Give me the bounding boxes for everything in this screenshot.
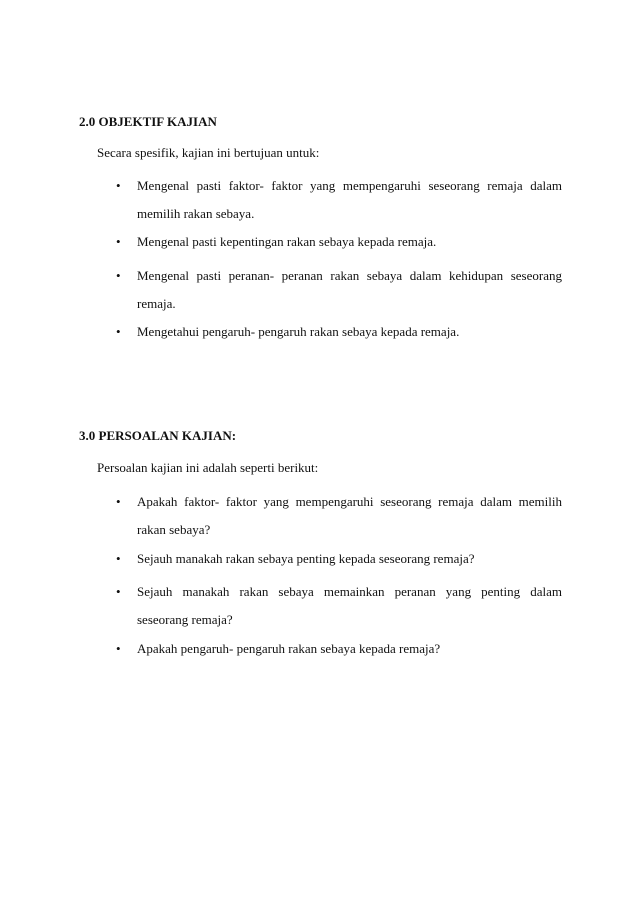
question-item-line: Sejauh manakah rakan sebaya memainkan peranan yang penting dalam [137, 584, 562, 599]
objective-item-text [137, 262, 562, 318]
question-item-2 [116, 545, 562, 573]
question-item-line: Sejauh manakah rakan sebaya penting kepada seseorang remaja? [137, 551, 475, 566]
question-item-1 [116, 488, 562, 544]
objective-item-line: Mengenal pasti kepentingan rakan sebaya kepada remaja. [137, 234, 437, 249]
bullet-icon: • [116, 324, 121, 339]
objective-item-line: Mengenal pasti faktor- faktor yang mempengaruhi seseorang remaja dalam [137, 178, 562, 193]
objective-item-4 [116, 318, 562, 346]
section-3-intro: Persoalan kajian ini adalah seperti berikut: [97, 460, 319, 475]
objective-item-2 [116, 228, 562, 256]
question-item-3 [116, 578, 562, 634]
bullet-icon: • [116, 584, 121, 599]
objective-item-1 [116, 172, 562, 228]
bullet-icon: • [116, 234, 121, 249]
objective-item-text [137, 318, 562, 346]
objective-item-3 [116, 262, 562, 318]
section-2-heading: 2.0 OBJEKTIF KAJIAN [79, 114, 217, 129]
question-item-line: rakan sebaya? [137, 522, 211, 537]
objective-item-line: Mengetahui pengaruh- pengaruh rakan sebaya kepada remaja. [137, 324, 460, 339]
question-item-line: Apakah pengaruh- pengaruh rakan sebaya kepada remaja? [137, 641, 441, 656]
bullet-icon: • [116, 494, 121, 509]
bullet-icon: • [116, 268, 121, 283]
objective-item-line: remaja. [137, 296, 176, 311]
bullet-icon: • [116, 551, 121, 566]
bullet-icon: • [116, 178, 121, 193]
question-item-4 [116, 635, 562, 663]
question-item-line: seseorang remaja? [137, 612, 233, 627]
objective-item-text [137, 172, 562, 228]
section-3-heading: 3.0 PERSOALAN KAJIAN: [79, 428, 237, 443]
bullet-icon: • [116, 641, 121, 656]
objective-item-text [137, 228, 562, 256]
question-item-text [137, 488, 562, 544]
question-item-text [137, 635, 562, 663]
objective-item-line: memilih rakan sebaya. [137, 206, 255, 221]
section-2-intro: Secara spesifik, kajian ini bertujuan untuk: [97, 145, 320, 160]
question-item-line: Apakah faktor- faktor yang mempengaruhi seseorang remaja dalam memilih [137, 494, 562, 509]
question-item-text [137, 578, 562, 634]
question-item-text [137, 545, 562, 573]
objective-item-line: Mengenal pasti peranan- peranan rakan sebaya dalam kehidupan seseorang [137, 268, 562, 283]
